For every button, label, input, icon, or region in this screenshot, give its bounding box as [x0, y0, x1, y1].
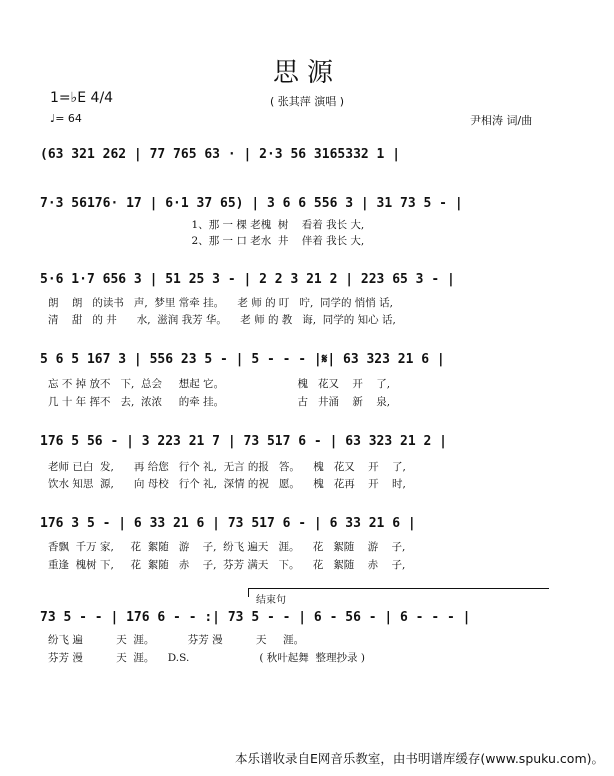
ending-bracket: [248, 588, 549, 597]
key-signature: 1=♭E 4/4: [50, 90, 114, 106]
lyric-row-7-verse-1: 纷飞 遍 天 涯。 芬芳 漫 天 涯。: [48, 634, 305, 646]
score-row-3: 5·6 1·7 656 3 | 51 25 3 - | 2 2 3 21 2 | 223 65 3 - |: [40, 272, 455, 287]
ending-label: 结束句: [256, 595, 286, 606]
source-footer: 本乐谱收录自E网音乐教室，由书明谱库缓存(www.spuku.com)。: [235, 751, 604, 766]
score-row-4: 5 6 5 167 3 | 556 23 5 - | 5 - - - |𝄋| 63 323 21 6 |: [40, 352, 445, 367]
tempo-marking: ♩= 64: [50, 112, 82, 125]
score-row-7: 73 5 - - | 176 6 - - :| 73 5 - - | 6 - 56 - | 6 - - - |: [40, 610, 471, 625]
score-row-6: 176 3 5 - | 6 33 21 6 | 73 517 6 - | 6 33 21 6 |: [40, 516, 416, 531]
lyric-row-3-verse-2: 清 甜 的 井 水, 滋润 我芳 华。 老 师 的 教 诲, 同学的 知心 话,: [48, 314, 396, 326]
lyric-row-4-verse-1: 忘 不 掉 放不 下, 总会 想起 它。 槐 花又 开 了,: [48, 378, 391, 390]
lyric-row-5-verse-1: 老师 已白 发, 再 给您 行个 礼, 无言 的报 答。 槐 花又 开 了,: [48, 461, 406, 473]
lyric-row-4-verse-2: 几 十 年 挥不 去, 浓浓 的牵 挂。 古 井涌 新 泉,: [48, 396, 391, 408]
lyric-row-7-verse-2: 芬芳 漫 天 涯。 D.S. ( 秋叶起舞 整理抄录 ): [48, 652, 365, 664]
lyric-row-2-verse-2: 2、那 一 口 老水 井 伴着 我长 大,: [48, 235, 365, 247]
lyric-row-6-verse-1: 香飘 千万 家, 花 絮随 游 子, 纷飞 遍天 涯。 花 絮随 游 子,: [48, 541, 406, 553]
lyric-row-5-verse-2: 饮水 知思 源, 向 母校 行个 礼, 深情 的祝 愿。 槐 花再 开 时,: [48, 478, 406, 490]
lyric-row-6-verse-2: 重逢 槐树 下, 花 絮随 赤 子, 芬芳 满天 下。 花 絮随 赤 子,: [48, 559, 406, 571]
lyricist-composer: 尹相涛 词/曲: [470, 114, 533, 127]
score-row-5: 176 5 56 - | 3 223 21 7 | 73 517 6 - | 63 323 21 2 |: [40, 434, 447, 449]
singer-credit: ( 张其萍 演唱 ): [269, 95, 345, 108]
score-row-1: (63 321 262 | 77 765 63 · | 2·3 56 3165332 1 |: [40, 147, 401, 162]
lyric-row-2-verse-1: 1、那 一 棵 老槐 树 看着 我长 大,: [48, 219, 365, 231]
score-row-2: 7·3 56176· 17 | 6·1 37 65) | 3 6 6 556 3 | 31 73 5 - |: [40, 196, 463, 211]
song-title: 思源: [272, 58, 341, 88]
lyric-row-3-verse-1: 朗 朗 的读书 声, 梦里 常牵 挂。 老 师 的 叮 咛, 同学的 悄悄 话,: [48, 297, 393, 309]
